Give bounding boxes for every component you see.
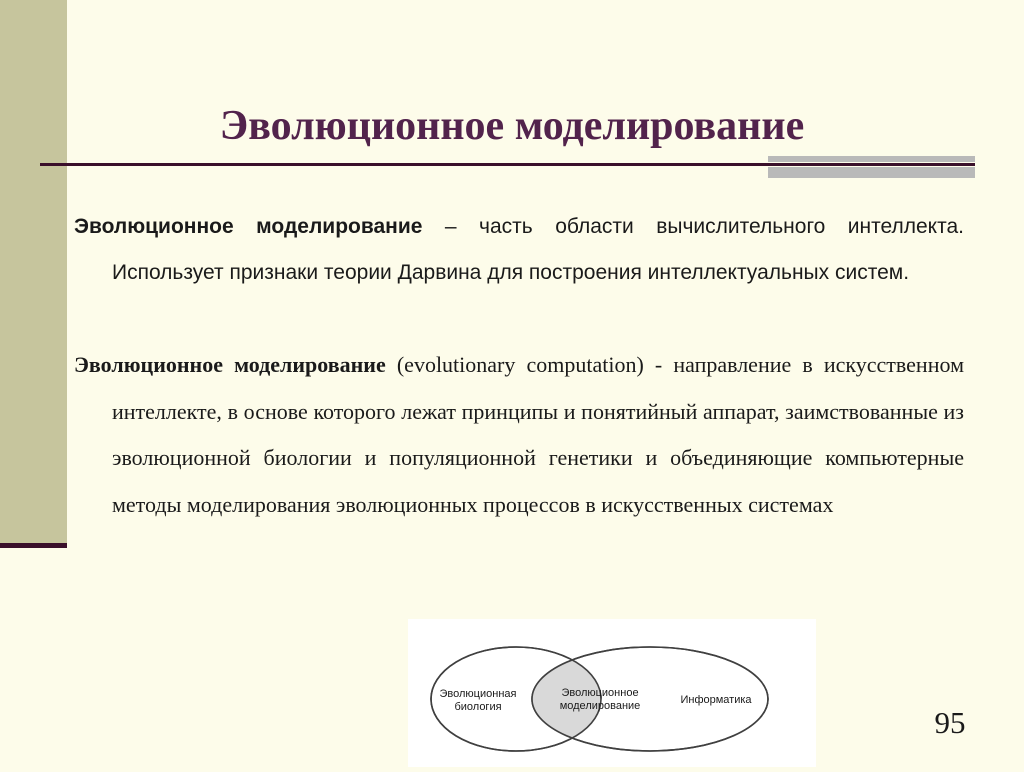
- slide-title: Эволюционное моделирование: [219, 103, 805, 149]
- side-decoration-line: [0, 543, 67, 548]
- page-number: 95: [934, 705, 966, 740]
- title-accent-bar: [768, 156, 975, 178]
- definition-paragraph-2: [74, 342, 964, 528]
- definition-text-2: (evolutionary computation) - направление в искусственном интеллекте, в основе которого лежат принципы и понятийный аппарат, заимствованные из эволюционной биологии и популяционной генетики и объединяющие компьютерные методы моделирования эволюционных процессов в искусственных системах: [112, 352, 964, 517]
- venn-diagram-svg: [408, 619, 816, 767]
- venn-center-label-line1: Эволюционное: [561, 687, 639, 699]
- venn-center-label-line2: моделирование: [559, 700, 641, 712]
- venn-left-label-line1: Эволюционная: [439, 688, 517, 700]
- definition-term-2: Эволюционное моделирование: [74, 352, 386, 377]
- venn-right-label: Информатика: [680, 694, 752, 706]
- venn-diagram: [408, 619, 816, 767]
- venn-left-label-line2: биология: [454, 701, 502, 713]
- side-decoration-band: [0, 0, 67, 543]
- definition-paragraph-1: [74, 204, 964, 296]
- definition-term-1: Эволюционное моделирование: [74, 215, 423, 238]
- definition-text-1: – часть области вычислительного интеллекта. Использует признаки теории Дарвина для построения интеллектуальных систем.: [112, 215, 964, 284]
